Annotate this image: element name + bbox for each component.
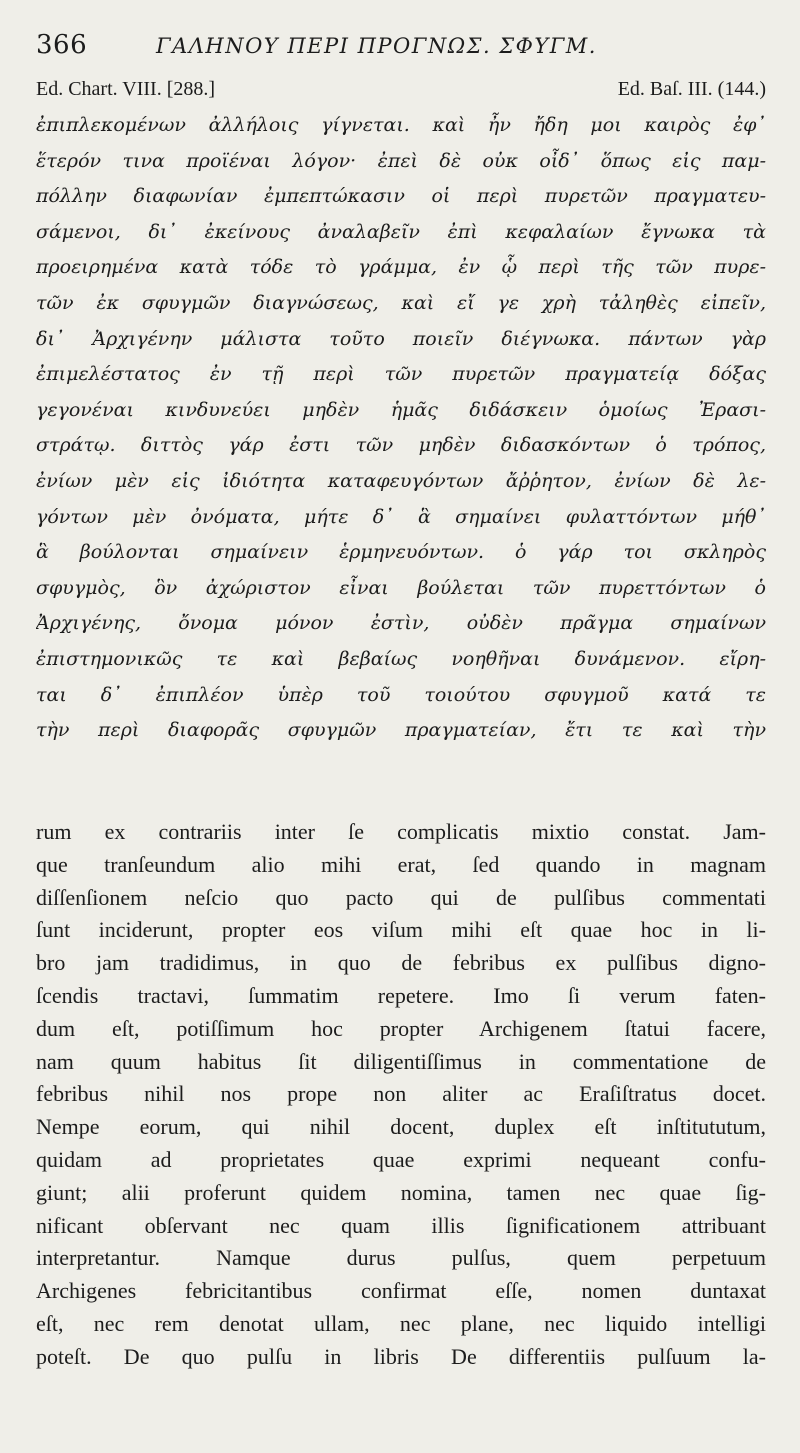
greek-line: στράτῳ. διττὸς γάρ ἐστι τῶν μηδὲν διδασκόντων ὁ τρόπος,: [36, 434, 766, 457]
greek-line: τῶν ἐκ σφυγμῶν διαγνώσεως, καὶ εἴ γε χρὴ τἀληθὲς εἰπεῖν,: [36, 291, 766, 314]
latin-line: que tranſeundum alio mihi erat, ſed quando in magnam: [36, 851, 766, 877]
latin-line: eſt, nec rem denotat ullam, nec plane, nec liquido intelligi: [36, 1310, 766, 1336]
greek-line: πόλλην διαφωνίαν ἐμπεπτώκασιν οἱ περὶ πυρετῶν πραγματευ-: [36, 185, 766, 208]
greek-line: σάμενοι, δι᾿ ἐκείνους ἀναλαβεῖν ἐπὶ κεφαλαίων ἔγνωκα τὰ: [36, 220, 766, 243]
greek-line: ἐνίων μὲν εἰς ἰδιότητα καταφευγόντων ἄῤῥητον, ἐνίων δὲ λε-: [36, 469, 766, 492]
greek-line: ἐπιμελέστατος ἐν τῇ περὶ τῶν πυρετῶν πραγματείᾳ δόξας: [36, 363, 766, 386]
latin-line: poteſt. De quo pulſu in libris De differentiis pulſuum la-: [36, 1343, 766, 1369]
greek-line: γεγονέναι κινδυνεύει μηδὲν ἡμᾶς διδάσκειν ὁμοίως Ἐρασι-: [36, 398, 766, 421]
latin-line: bro jam tradidimus, in quo de febribus ex pulſibus digno-: [36, 950, 766, 976]
greek-line: προειρημένα κατὰ τόδε τὸ γράμμα, ἐν ᾧ περὶ τῆς τῶν πυρε-: [36, 256, 766, 279]
running-title: ΓΑΛΗΝΟΥ ΠΕΡΙ ΠΡΟΓΝΩΣ. ΣΦΥΓΜ.: [156, 34, 597, 58]
greek-line: ἃ βούλονται σημαίνειν ἑρμηνευόντων. ὁ γάρ τοι σκληρὸς: [36, 541, 766, 564]
greek-line: Ἀρχιγένης, ὄνομα μόνον ἐστὶν, οὐδὲν πρᾶγμα σημαίνων: [36, 612, 766, 635]
latin-line: rum ex contrariis inter ſe complicatis mixtio constat. Jam-: [36, 819, 766, 844]
latin-line: ſunt inciderunt, propter eos viſum mihi eſt quae hoc in li-: [36, 917, 766, 943]
edition-references: [36, 78, 766, 104]
latin-line: dum eſt, potiſſimum hoc propter Archigenem ſtatui facere,: [36, 1015, 766, 1041]
greek-line: ἐπιστημονικῶς τε καὶ βεβαίως νοηθῆναι δυνάμενον. εἴρη-: [36, 647, 766, 670]
greek-line: ἕτερόν τινα προϊέναι λόγον· ἐπεὶ δὲ οὐκ οἶδ᾿ ὅπως εἰς παμ-: [36, 149, 766, 172]
latin-line: Archigenes febricitantibus confirmat eſſe, nomen duntaxat: [36, 1278, 766, 1304]
edition-chartier: Ed. Chart. VIII. [288.]: [36, 78, 216, 100]
latin-line: diſſenſionem neſcio quo pacto qui de pulſibus commentati: [36, 884, 766, 910]
greek-line: ἐπιπλεκομένων ἀλλήλοις γίγνεται. καὶ ἦν ἤδη μοι καιρὸς ἐφ᾿: [36, 114, 766, 136]
latin-line: interpretantur. Namque durus pulſus, quem perpetuum: [36, 1245, 766, 1271]
latin-line: febribus nihil nos prope non aliter ac Eraſiſtratus docet.: [36, 1081, 766, 1107]
greek-line: ται δ᾿ ἐπιπλέον ὑπὲρ τοῦ τοιούτου σφυγμοῦ κατά τε: [36, 683, 766, 706]
page-number: 366: [36, 30, 88, 60]
latin-line: giunt; alii proferunt quidem nomina, tamen nec quae ſig-: [36, 1179, 766, 1205]
running-head: [36, 30, 766, 66]
latin-line: Nempe eorum, qui nihil docent, duplex eſt inſtitututum,: [36, 1114, 766, 1140]
greek-text: [36, 108, 766, 749]
greek-line: σφυγμὸς, ὃν ἀχώριστον εἶναι βούλεται τῶν πυρεττόντων ὁ: [36, 576, 766, 599]
latin-line: nificant obſervant nec quam illis ſignificationem attribuant: [36, 1212, 766, 1238]
latin-text: [36, 816, 766, 1374]
edition-basel: Ed. Baſ. III. (144.): [617, 78, 766, 100]
latin-line: quidam ad proprietates quae exprimi nequeant confu-: [36, 1146, 766, 1172]
greek-line: δι᾿ Ἀρχιγένην μάλιστα τοῦτο ποιεῖν διέγνωκα. πάντων γὰρ: [36, 327, 766, 350]
greek-line: τὴν περὶ διαφορᾶς σφυγμῶν πραγματείαν, ἔτι τε καὶ τὴν: [36, 719, 766, 742]
greek-line: γόντων μὲν ὀνόματα, μήτε δ᾿ ἃ σημαίνει φυλαττόντων μήθ᾿: [36, 505, 766, 528]
latin-line: nam quum habitus ſit diligentiſſimus in commentatione de: [36, 1048, 766, 1074]
latin-line: ſcendis tractavi, ſummatim repetere. Imo ſi verum faten-: [36, 982, 766, 1008]
